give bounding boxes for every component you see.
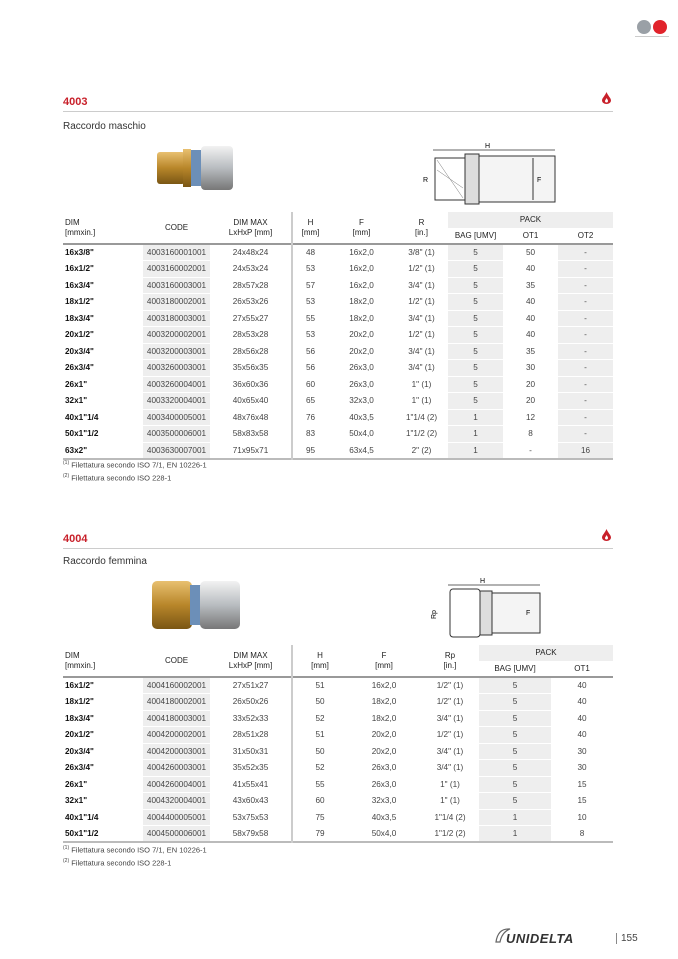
cell-ot2: -	[558, 376, 613, 393]
cell-h: 60	[292, 376, 328, 393]
cell-thread: 1/2" (1)	[395, 294, 448, 311]
cell-bag: 5	[479, 677, 551, 694]
cell-ot1: 15	[551, 793, 613, 810]
cell-dim-max: 27x55x27	[210, 310, 292, 327]
col-bag: BAG [UMV]	[454, 230, 497, 240]
cell-dim: 20x1/2"	[63, 327, 143, 344]
cell-code: 4003500006001	[143, 426, 210, 443]
cell-bag: 5	[448, 343, 503, 360]
cell-dim-max: 24x48x24	[210, 244, 292, 261]
cell-dim: 18x3/4"	[63, 310, 143, 327]
cell-h: 52	[292, 710, 347, 727]
cell-thread: 1"1/2 (2)	[421, 826, 479, 843]
section-code: 4003	[63, 96, 88, 108]
cell-f: 20x2,0	[328, 343, 395, 360]
cell-code: 4003200002001	[143, 327, 210, 344]
cell-ot1: 40	[503, 261, 558, 278]
cell-thread: 3/4" (1)	[395, 343, 448, 360]
cell-f: 16x2,0	[347, 677, 421, 694]
cell-h: 50	[292, 694, 347, 711]
cell-dim-max: 35x52x35	[210, 760, 292, 777]
col-pack: PACK	[448, 212, 613, 228]
cell-h: 53	[292, 327, 328, 344]
cell-ot2: 16	[558, 442, 613, 459]
cell-thread: 3/8" (1)	[395, 244, 448, 261]
cell-thread: 1/2" (1)	[395, 261, 448, 278]
cell-h: 65	[292, 393, 328, 410]
cell-dim: 26x1"	[63, 376, 143, 393]
cell-bag: 1	[448, 426, 503, 443]
col-f: F [mm]	[375, 650, 393, 670]
cell-dim: 16x3/8"	[63, 244, 143, 261]
cell-dim: 63x2"	[63, 442, 143, 459]
cell-h: 95	[292, 442, 328, 459]
cell-f: 26x3,0	[328, 376, 395, 393]
cell-dim-max: 28x57x28	[210, 277, 292, 294]
table-row	[63, 793, 613, 810]
cell-dim: 16x3/4"	[63, 277, 143, 294]
cell-ot1: 40	[503, 310, 558, 327]
cell-bag: 1	[479, 826, 551, 843]
cell-bag: 1	[448, 442, 503, 459]
cell-code: 4003260004001	[143, 376, 210, 393]
cell-code: 4003180002001	[143, 294, 210, 311]
table-row	[63, 294, 613, 311]
footnote: $^{(2)}$ Filettatura secondo ISO 228-1	[63, 857, 172, 867]
col-r: R [in.]	[415, 217, 428, 237]
cell-bag: 5	[448, 310, 503, 327]
cell-bag: 5	[479, 776, 551, 793]
cell-bag: 5	[479, 760, 551, 777]
cell-f: 20x2,0	[347, 743, 421, 760]
cell-h: 76	[292, 409, 328, 426]
cell-code: 4003400005001	[143, 409, 210, 426]
cell-ot1: 12	[503, 409, 558, 426]
cell-ot2: -	[558, 393, 613, 410]
cell-bag: 5	[479, 710, 551, 727]
cell-dim: 18x1/2"	[63, 694, 143, 711]
cell-bag: 5	[448, 393, 503, 410]
cell-code: 4003630007001	[143, 442, 210, 459]
section-divider	[63, 548, 613, 549]
cell-ot2: -	[558, 327, 613, 344]
col-f: F [mm]	[352, 217, 371, 237]
grid-circle-icon	[637, 20, 651, 34]
cell-f: 20x2,0	[328, 327, 395, 344]
cell-f: 32x3,0	[347, 793, 421, 810]
technical-drawing-male	[415, 140, 570, 210]
col-ot2: OT2	[577, 230, 594, 240]
cell-bag: 5	[448, 360, 503, 377]
water-drop-icon	[602, 92, 611, 104]
table-row	[63, 393, 613, 410]
svg-text:H: H	[480, 578, 486, 585]
cell-thread: 3/4" (1)	[395, 277, 448, 294]
cell-h: 75	[292, 809, 347, 826]
cell-dim: 26x1"	[63, 776, 143, 793]
table-row	[63, 710, 613, 727]
cell-h: 48	[292, 244, 328, 261]
cell-dim-max: 31x50x31	[210, 743, 292, 760]
table-row	[63, 261, 613, 278]
cell-h: 55	[292, 310, 328, 327]
cell-ot1: 20	[503, 376, 558, 393]
cell-f: 18x2,0	[347, 694, 421, 711]
cell-f: 26x3,0	[347, 776, 421, 793]
table-row	[63, 426, 613, 443]
cell-ot1: 40	[551, 694, 613, 711]
svg-text:F: F	[526, 610, 531, 617]
section-subtitle: Raccordo femmina	[63, 556, 147, 567]
svg-text:Rp: Rp	[431, 610, 438, 619]
cell-dim: 32x1"	[63, 393, 143, 410]
cell-dim: 18x3/4"	[63, 710, 143, 727]
water-drop-icon	[602, 529, 611, 541]
cell-f: 20x2,0	[347, 727, 421, 744]
cell-ot1: 35	[503, 277, 558, 294]
cell-dim: 20x1/2"	[63, 727, 143, 744]
cell-thread: 1/2" (1)	[395, 327, 448, 344]
cell-dim: 20x3/4"	[63, 743, 143, 760]
footnote: $^{(1)}$ Filettatura secondo ISO 7/1, EN 10226-1	[63, 460, 207, 470]
cell-thread: 3/4" (1)	[395, 360, 448, 377]
cell-dim: 40x1"1/4	[63, 809, 143, 826]
col-pack: PACK	[479, 645, 613, 661]
cell-bag: 1	[479, 809, 551, 826]
cell-code: 4004180003001	[143, 710, 210, 727]
table-row	[63, 376, 613, 393]
cell-thread: 1" (1)	[395, 376, 448, 393]
cell-ot2: -	[558, 261, 613, 278]
cell-code: 4004400005001	[143, 809, 210, 826]
cell-code: 4004500006001	[143, 826, 210, 843]
cell-ot1: 8	[551, 826, 613, 843]
cell-h: 53	[292, 294, 328, 311]
col-dim: DIM [mmxin.]	[65, 650, 96, 670]
cell-dim: 26x3/4"	[63, 760, 143, 777]
cell-code: 4003200003001	[143, 343, 210, 360]
cell-dim-max: 36x60x36	[210, 376, 292, 393]
cell-dim-max: 27x51x27	[210, 677, 292, 694]
cell-thread: 1" (1)	[421, 793, 479, 810]
cell-h: 51	[292, 677, 347, 694]
cell-thread: 1"1/4 (2)	[421, 809, 479, 826]
cell-dim-max: 58x83x58	[210, 426, 292, 443]
table-row	[63, 442, 613, 459]
cell-dim-max: 40x65x40	[210, 393, 292, 410]
cell-ot1: 10	[551, 809, 613, 826]
cell-thread: 3/4" (1)	[421, 743, 479, 760]
cell-dim: 18x1/2"	[63, 294, 143, 311]
cell-dim: 16x1/2"	[63, 677, 143, 694]
cell-f: 18x2,0	[328, 294, 395, 311]
cell-dim-max: 28x53x28	[210, 327, 292, 344]
table-row	[63, 343, 613, 360]
product-table-4004	[63, 645, 613, 843]
table-row	[63, 776, 613, 793]
cell-dim: 40x1"1/4	[63, 409, 143, 426]
cell-code: 4003160002001	[143, 261, 210, 278]
cell-f: 16x2,0	[328, 261, 395, 278]
cell-f: 40x3,5	[328, 409, 395, 426]
cell-thread: 2" (2)	[395, 442, 448, 459]
cell-dim-max: 33x52x33	[210, 710, 292, 727]
cell-f: 32x3,0	[328, 393, 395, 410]
cell-bag: 5	[448, 376, 503, 393]
cell-code: 4004260003001	[143, 760, 210, 777]
cell-dim: 50x1"1/2	[63, 426, 143, 443]
cell-h: 53	[292, 261, 328, 278]
cell-h: 56	[292, 360, 328, 377]
cell-thread: 1/2" (1)	[421, 727, 479, 744]
svg-text:F: F	[537, 177, 542, 184]
cell-ot2: -	[558, 343, 613, 360]
cell-h: 52	[292, 760, 347, 777]
table-row	[63, 727, 613, 744]
cell-bag: 5	[448, 261, 503, 278]
svg-text:H: H	[485, 143, 491, 150]
table-row	[63, 244, 613, 261]
cell-thread: 3/4" (1)	[395, 310, 448, 327]
cell-bag: 1	[448, 409, 503, 426]
col-code: CODE	[164, 222, 189, 232]
product-table-4003	[63, 212, 613, 460]
section-subtitle: Raccordo maschio	[63, 121, 146, 132]
cell-ot1: 15	[551, 776, 613, 793]
cell-f: 26x3,0	[328, 360, 395, 377]
col-dimmax: DIM MAX LxHxP [mm]	[210, 212, 292, 244]
cell-f: 16x2,0	[328, 244, 395, 261]
table-row	[63, 277, 613, 294]
col-ot1: OT1	[574, 663, 590, 673]
cell-ot2: -	[558, 277, 613, 294]
cell-code: 4004200003001	[143, 743, 210, 760]
table-row	[63, 743, 613, 760]
cell-code: 4003160003001	[143, 277, 210, 294]
cell-dim: 20x3/4"	[63, 343, 143, 360]
footnote: $^{(1)}$ Filettatura secondo ISO 7/1, EN 10226-1	[63, 845, 207, 855]
divider	[635, 36, 669, 37]
cell-h: 55	[292, 776, 347, 793]
cell-f: 50x4,0	[328, 426, 395, 443]
top-right-icons	[635, 20, 669, 36]
col-ot1: OT1	[522, 230, 539, 240]
cell-ot2: -	[558, 294, 613, 311]
cell-code: 4003260003001	[143, 360, 210, 377]
cell-bag: 5	[448, 277, 503, 294]
red-circle-icon	[653, 20, 667, 34]
table-row	[63, 310, 613, 327]
cell-dim-max: 71x95x71	[210, 442, 292, 459]
footnotes	[63, 843, 207, 868]
cell-code: 4004200002001	[143, 727, 210, 744]
cell-dim-max: 28x56x28	[210, 343, 292, 360]
page-number: 155	[616, 933, 638, 944]
cell-h: 57	[292, 277, 328, 294]
cell-dim-max: 58x79x58	[210, 826, 292, 843]
footnote: $^{(2)}$ Filettatura secondo ISO 228-1	[63, 472, 172, 482]
cell-dim-max: 48x76x48	[210, 409, 292, 426]
cell-thread: 1"1/4 (2)	[395, 409, 448, 426]
cell-thread: 3/4" (1)	[421, 710, 479, 727]
table-row	[63, 694, 613, 711]
cell-ot1: 40	[551, 677, 613, 694]
cell-h: 79	[292, 826, 347, 843]
cell-ot2: -	[558, 426, 613, 443]
cell-dim-max: 35x56x35	[210, 360, 292, 377]
cell-dim-max: 28x51x28	[210, 727, 292, 744]
table-row	[63, 327, 613, 344]
cell-h: 56	[292, 343, 328, 360]
cell-ot1: 40	[503, 327, 558, 344]
cell-ot2: -	[558, 409, 613, 426]
col-h: H [mm]	[301, 217, 320, 237]
cell-f: 18x2,0	[347, 710, 421, 727]
cell-ot1: 30	[503, 360, 558, 377]
cell-ot1: 30	[551, 743, 613, 760]
cell-ot1: 20	[503, 393, 558, 410]
cell-bag: 5	[479, 727, 551, 744]
cell-thread: 1"1/2 (2)	[395, 426, 448, 443]
cell-f: 26x3,0	[347, 760, 421, 777]
cell-bag: 5	[448, 294, 503, 311]
col-bag: BAG [UMV]	[494, 663, 536, 673]
cell-ot1: 30	[551, 760, 613, 777]
cell-dim-max: 26x50x26	[210, 694, 292, 711]
cell-thread: 1/2" (1)	[421, 677, 479, 694]
table-row	[63, 409, 613, 426]
table-row	[63, 760, 613, 777]
cell-code: 4004320004001	[143, 793, 210, 810]
cell-bag: 5	[448, 327, 503, 344]
cell-code: 4003320004001	[143, 393, 210, 410]
cell-h: 83	[292, 426, 328, 443]
cell-ot1: 50	[503, 244, 558, 261]
cell-thread: 1/2" (1)	[421, 694, 479, 711]
section-code: 4004	[63, 533, 88, 545]
cell-dim-max: 24x53x24	[210, 261, 292, 278]
cell-thread: 3/4" (1)	[421, 760, 479, 777]
cell-ot2: -	[558, 310, 613, 327]
cell-code: 4004260004001	[143, 776, 210, 793]
cell-dim-max: 53x75x53	[210, 809, 292, 826]
cell-f: 50x4,0	[347, 826, 421, 843]
cell-f: 18x2,0	[328, 310, 395, 327]
table-row	[63, 809, 613, 826]
table-row	[63, 677, 613, 694]
cell-bag: 5	[479, 743, 551, 760]
cell-ot1: -	[503, 442, 558, 459]
cell-dim-max: 26x53x26	[210, 294, 292, 311]
brand-logo: UNIDELTA	[506, 931, 574, 946]
technical-drawing-female	[420, 575, 560, 645]
cell-dim: 26x3/4"	[63, 360, 143, 377]
cell-ot1: 40	[503, 294, 558, 311]
product-image-male-fitting	[155, 140, 235, 195]
cell-f: 16x2,0	[328, 277, 395, 294]
cell-ot2: -	[558, 360, 613, 377]
cell-f: 40x3,5	[347, 809, 421, 826]
col-dim: DIM [mmxin.]	[65, 217, 96, 237]
cell-code: 4004180002001	[143, 694, 210, 711]
cell-ot1: 8	[503, 426, 558, 443]
cell-dim: 32x1"	[63, 793, 143, 810]
table-row	[63, 360, 613, 377]
cell-bag: 5	[448, 244, 503, 261]
col-rp: Rp [in.]	[443, 650, 457, 670]
cell-h: 50	[292, 743, 347, 760]
svg-text:R: R	[423, 177, 429, 184]
cell-ot1: 35	[503, 343, 558, 360]
section-divider	[63, 111, 613, 112]
cell-ot1: 40	[551, 727, 613, 744]
cell-code: 4003160001001	[143, 244, 210, 261]
cell-dim: 50x1"1/2	[63, 826, 143, 843]
cell-h: 60	[292, 793, 347, 810]
table-row	[63, 826, 613, 843]
cell-ot1: 40	[551, 710, 613, 727]
footnotes	[63, 458, 207, 483]
cell-f: 63x4,5	[328, 442, 395, 459]
col-code: CODE	[164, 655, 189, 665]
col-h: H [mm]	[311, 650, 329, 670]
product-image-female-fitting	[150, 575, 242, 635]
cell-dim-max: 41x55x41	[210, 776, 292, 793]
cell-thread: 1" (1)	[395, 393, 448, 410]
cell-h: 51	[292, 727, 347, 744]
cell-code: 4004160002001	[143, 677, 210, 694]
cell-bag: 5	[479, 694, 551, 711]
cell-thread: 1" (1)	[421, 776, 479, 793]
cell-bag: 5	[479, 793, 551, 810]
cell-code: 4003180003001	[143, 310, 210, 327]
cell-ot2: -	[558, 244, 613, 261]
col-dimmax: DIM MAX LxHxP [mm]	[210, 645, 292, 677]
cell-dim: 16x1/2"	[63, 261, 143, 278]
cell-dim-max: 43x60x43	[210, 793, 292, 810]
